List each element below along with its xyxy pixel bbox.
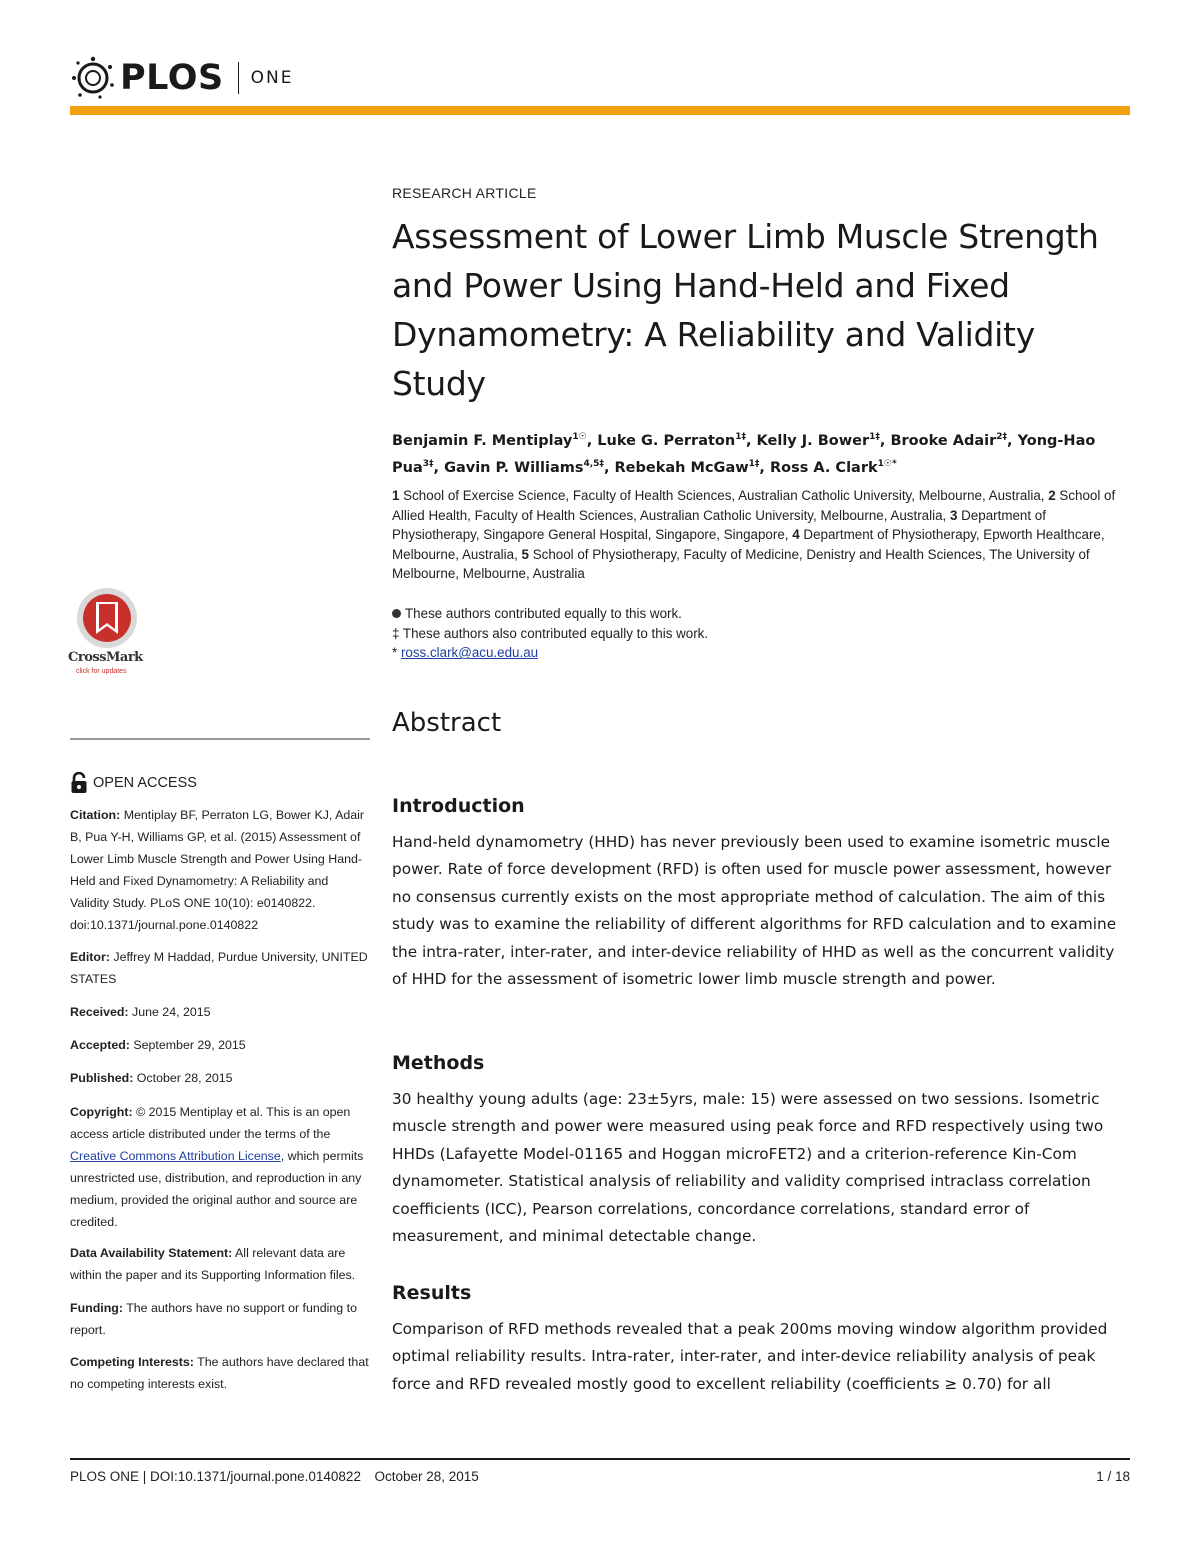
article-title: Assessment of Lower Limb Muscle Strength and Power Using Hand-Held and Fixed Dynamometry: A Reliability and Validity Study	[392, 217, 1099, 403]
author-affiliation-mark: 2‡	[996, 432, 1008, 442]
funding-label: Funding:	[70, 1301, 123, 1315]
author-name	[890, 433, 1007, 449]
accepted-label: Accepted:	[70, 1038, 130, 1052]
editor-block	[70, 946, 370, 990]
received-label: Received:	[70, 1005, 129, 1019]
funding-block	[70, 1297, 370, 1341]
license-link[interactable]: Creative Commons Attribution License	[70, 1149, 281, 1163]
footer-citation: PLOS ONE | DOI:10.1371/journal.pone.0140822 October 28, 2015	[70, 1469, 479, 1484]
author-name-text: Brooke Adair	[890, 432, 997, 449]
author-affiliation-mark: 1‡	[869, 432, 880, 442]
results-heading: Results	[392, 1282, 472, 1304]
author-affiliation-mark: 4,5‡	[583, 458, 604, 469]
author-name-text: Ross A. Clark	[769, 459, 878, 476]
author-affiliation-mark: 1☉	[572, 432, 587, 442]
equal-contribution-icon	[392, 609, 401, 618]
plos-logo-icon	[70, 55, 116, 101]
page-number: 1 / 18	[1096, 1469, 1130, 1484]
logo-separator	[238, 62, 239, 94]
affiliation-text: Department of Physiotherapy, Singapore General Hospital, Singapore, Singapore,	[392, 507, 1046, 543]
editor-label: Editor:	[70, 950, 110, 964]
author-name	[770, 460, 897, 476]
author-affiliation-mark: 1‡	[735, 432, 746, 442]
sidebar-divider	[70, 738, 370, 740]
equal-contribution-text: These authors contributed equally to this work.	[405, 606, 682, 621]
author-list: Benjamin F. Mentiplay$^{1☉}$, Luke G. Perraton$^{1\ddagger}$, Kelly J. Bower$^{1\ddagger}$, Brooke Adair$^{2\ddagger}$, Yong-Hao Pua$^{3\ddagger}$, Gavin P. Williams$^{4,5\ddagger}$, Rebekah McGaw$^{1\ddagger}$, Ross A. Clark$^{1☉*}$	[392, 432, 1096, 476]
article-type: RESEARCH ARTICLE	[392, 185, 537, 201]
journal-logo[interactable]	[70, 55, 294, 101]
citation-label: Citation:	[70, 808, 121, 822]
affiliation-list	[392, 486, 1122, 584]
copyright-label: Copyright:	[70, 1105, 133, 1119]
author-name-text: Yong-Hao Pua	[392, 432, 1096, 476]
data-availability-text: All relevant data are within the paper and its Supporting Information files.	[70, 1246, 356, 1282]
crossmark-label: CrossMark	[68, 650, 143, 665]
funding-text: The authors have no support or funding to report.	[70, 1301, 357, 1337]
citation-block	[70, 804, 370, 936]
crossmark-sub-label: click for updates	[76, 668, 127, 675]
affiliation-number: 5	[521, 546, 529, 562]
affiliation-number: 3	[949, 507, 958, 523]
author-name	[444, 460, 604, 476]
methods-text: 30 healthy young adults (age: 23±5yrs, male: 15) were assessed on two sessions. Isometric muscle strength and power were measured using peak force and RFD respectively using two HHDs (Lafayette Model-01165 and Hoggan microFET2) and a criterion-reference Kin-Com dynamometer. Statistical analysis of reliability and validity comprised intraclass correlation coefficients (ICC), Pearson correlations, concordance correlations, standard error of measurement, and minimal detectable change.	[392, 1090, 1104, 1246]
citation-text: Mentiplay BF, Perraton LG, Bower KJ, Adair B, Pua Y-H, Williams GP, et al. (2015) Assessment of Lower Limb Muscle Strength and Power Using Hand-Held and Fixed Dynamometry: A Reliability and Validity Study. PLoS ONE 10(10): e0140822. doi:10.1371/journal.pone.0140822	[70, 808, 365, 932]
received-block	[70, 1001, 370, 1023]
open-access-label: OPEN ACCESS	[93, 775, 197, 791]
introduction-heading: Introduction	[392, 795, 525, 817]
accepted-date: September 29, 2015	[133, 1038, 246, 1052]
editor-text: Jeffrey M Haddad, Purdue University, UNITED STATES	[70, 950, 368, 986]
competing-interests-label: Competing Interests:	[70, 1355, 194, 1369]
corresponding-mark: *	[392, 645, 398, 661]
author-name	[615, 460, 760, 476]
author-name	[757, 433, 880, 449]
footer-divider	[70, 1458, 1130, 1460]
methods-heading: Methods	[392, 1052, 485, 1074]
results-text: Comparison of RFD methods revealed that a peak 200ms moving window algorithm provided optimal reliability results. Intra-rater, inter-rater, and inter-device reliability analysis of peak force and RFD revealed mostly good to excellent reliability (coefficients ≥ 0.70) for all	[392, 1320, 1108, 1393]
journal-sub-name: ONE	[250, 68, 294, 88]
affiliation-number: 2	[1048, 488, 1056, 503]
author-affiliation-mark: 1‡	[748, 458, 760, 469]
affiliation-text: School of Physiotherapy, Faculty of Medicine, Denistry and Health Sciences, The University of Melbourne, Melbourne, Australia	[392, 546, 1090, 582]
published-date: October 28, 2015	[136, 1071, 233, 1085]
introduction-text: Hand-held dynamometry (HHD) has never previously been used to examine isometric muscle power. Rate of force development (RFD) is often used for muscle power assessment, however no consensus currently exists on the most appropriate method of calculation. The aim of this study was to examine the reliability of different algorithms for RFD calculation and to examine the intra-rater, inter-rater, and inter-device reliability of HHD as well as the concurrent validity of HHD for the assessment of isometric lower limb muscle strength and power.	[392, 833, 1117, 989]
author-name-text: Rebekah McGaw	[614, 459, 749, 476]
author-name-text: Benjamin F. Mentiplay	[392, 432, 573, 449]
affiliation-number: 4	[792, 527, 800, 543]
author-name-text: Luke G. Perraton	[597, 432, 736, 449]
open-lock-icon	[70, 772, 88, 794]
data-availability-label: Data Availability Statement:	[70, 1246, 233, 1260]
affiliation-number: 1	[392, 488, 400, 503]
affiliation-item	[392, 488, 1048, 503]
copyright-text-end: , which permits unrestricted use, distribution, and reproduction in any medium, provided the original author and source are credited.	[70, 1149, 364, 1229]
affiliation-text: School of Exercise Science, Faculty of Health Sciences, Australian Catholic University, Melbourne, Australia,	[399, 488, 1049, 503]
published-block	[70, 1067, 370, 1089]
author-name	[597, 433, 746, 449]
competing-interests-text: The authors have declared that no competing interests exist.	[70, 1355, 369, 1391]
affiliation-text: Department of Physiotherapy, Epworth Healthcare, Melbourne, Australia,	[392, 527, 1105, 562]
journal-name: PLOS	[120, 58, 224, 98]
received-date: June 24, 2015	[132, 1005, 211, 1019]
author-notes	[392, 604, 1122, 663]
published-label: Published:	[70, 1071, 134, 1085]
accepted-block	[70, 1034, 370, 1056]
abstract-heading: Abstract	[392, 708, 502, 738]
corresponding-author-note	[392, 643, 1122, 663]
author-affiliation-mark: 3‡	[422, 458, 434, 469]
crossmark-icon[interactable]	[66, 586, 150, 680]
open-access-badge	[70, 772, 197, 794]
author-name	[392, 433, 587, 449]
copyright-text: © 2015 Mentiplay et al. This is an open access article distributed under the terms of the	[70, 1105, 351, 1141]
copyright-block	[70, 1101, 370, 1233]
author-affiliation-mark: 1☉*	[877, 458, 897, 469]
author-name-text: Kelly J. Bower	[756, 432, 870, 449]
data-availability-block	[70, 1242, 370, 1286]
affiliation-text: School of Allied Health, Faculty of Health Sciences, Australian Catholic University, Melbourne, Australia,	[392, 488, 1116, 523]
competing-interests-block	[70, 1351, 370, 1395]
author-name-text: Gavin P. Williams	[444, 459, 584, 476]
also-equal-contribution-note: ‡ These authors also contributed equally to this work.	[392, 625, 709, 641]
corresponding-email-link[interactable]: ross.clark@acu.edu.au	[400, 645, 539, 661]
header-accent-bar	[70, 106, 1130, 115]
equal-contribution-note	[392, 604, 1122, 624]
